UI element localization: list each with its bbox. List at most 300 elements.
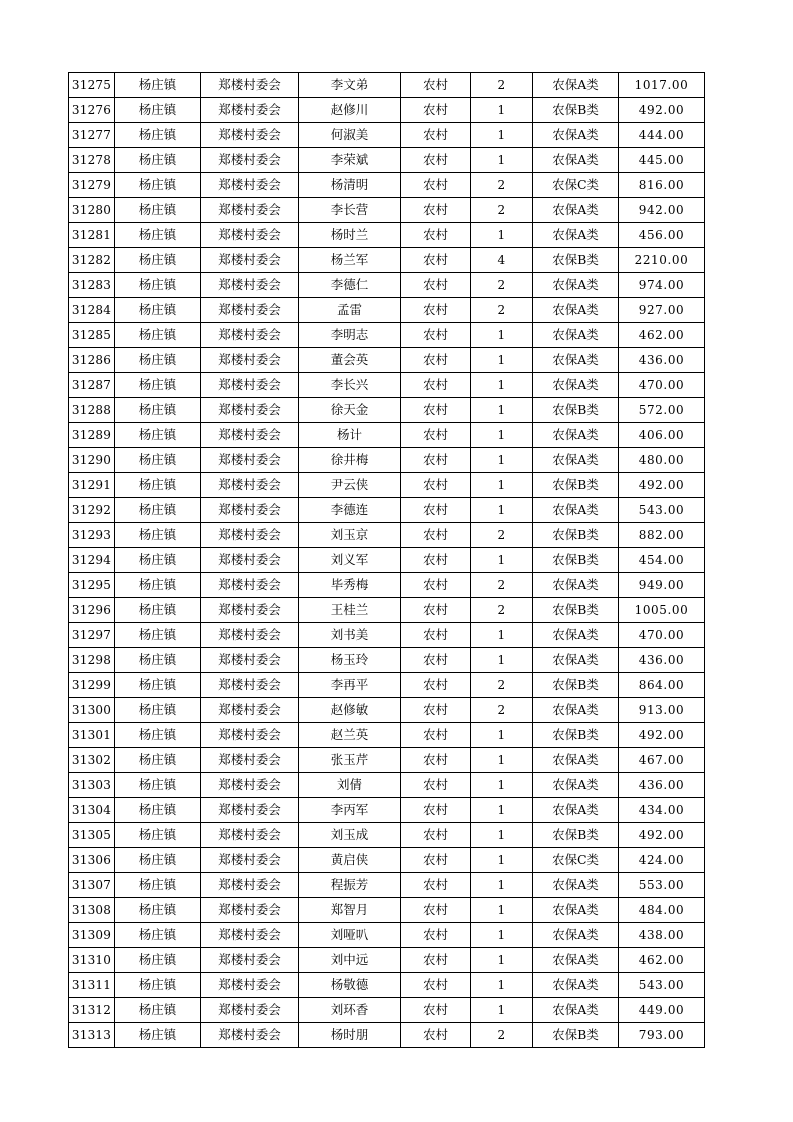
town-cell: 杨庄镇 <box>115 148 201 173</box>
household-size-cell: 2 <box>471 673 533 698</box>
record-id-cell: 31297 <box>69 623 115 648</box>
data-table <box>68 72 705 1048</box>
name-cell: 李文弟 <box>299 73 401 98</box>
amount-cell: 492.00 <box>619 823 705 848</box>
town-cell: 杨庄镇 <box>115 473 201 498</box>
record-id-cell: 31299 <box>69 673 115 698</box>
town-cell: 杨庄镇 <box>115 873 201 898</box>
table-row <box>69 498 705 523</box>
name-cell: 刘哑叭 <box>299 923 401 948</box>
town-cell: 杨庄镇 <box>115 798 201 823</box>
insurance-category-cell: 农保A类 <box>533 773 619 798</box>
record-id-cell: 31284 <box>69 298 115 323</box>
area-type-cell: 农村 <box>401 148 471 173</box>
table-row <box>69 273 705 298</box>
table-row <box>69 473 705 498</box>
town-cell: 杨庄镇 <box>115 98 201 123</box>
table-row <box>69 773 705 798</box>
village-committee-cell: 郑楼村委会 <box>201 623 299 648</box>
household-size-cell: 1 <box>471 773 533 798</box>
village-committee-cell: 郑楼村委会 <box>201 148 299 173</box>
town-cell: 杨庄镇 <box>115 173 201 198</box>
record-id-cell: 31308 <box>69 898 115 923</box>
name-cell: 孟雷 <box>299 298 401 323</box>
village-committee-cell: 郑楼村委会 <box>201 823 299 848</box>
name-cell: 杨敬德 <box>299 973 401 998</box>
table-row <box>69 998 705 1023</box>
amount-cell: 492.00 <box>619 98 705 123</box>
table-row <box>69 948 705 973</box>
name-cell: 李明志 <box>299 323 401 348</box>
insurance-category-cell: 农保C类 <box>533 173 619 198</box>
town-cell: 杨庄镇 <box>115 848 201 873</box>
insurance-category-cell: 农保A类 <box>533 273 619 298</box>
record-id-cell: 31307 <box>69 873 115 898</box>
name-cell: 王桂兰 <box>299 598 401 623</box>
household-size-cell: 1 <box>471 423 533 448</box>
village-committee-cell: 郑楼村委会 <box>201 523 299 548</box>
table-row <box>69 198 705 223</box>
village-committee-cell: 郑楼村委会 <box>201 473 299 498</box>
village-committee-cell: 郑楼村委会 <box>201 323 299 348</box>
household-size-cell: 1 <box>471 848 533 873</box>
household-size-cell: 1 <box>471 323 533 348</box>
household-size-cell: 2 <box>471 273 533 298</box>
record-id-cell: 31306 <box>69 848 115 873</box>
record-id-cell: 31310 <box>69 948 115 973</box>
village-committee-cell: 郑楼村委会 <box>201 748 299 773</box>
town-cell: 杨庄镇 <box>115 823 201 848</box>
table-row <box>69 673 705 698</box>
name-cell: 李再平 <box>299 673 401 698</box>
town-cell: 杨庄镇 <box>115 1023 201 1048</box>
amount-cell: 406.00 <box>619 423 705 448</box>
household-size-cell: 1 <box>471 348 533 373</box>
area-type-cell: 农村 <box>401 273 471 298</box>
village-committee-cell: 郑楼村委会 <box>201 898 299 923</box>
area-type-cell: 农村 <box>401 248 471 273</box>
village-committee-cell: 郑楼村委会 <box>201 273 299 298</box>
table-row <box>69 548 705 573</box>
area-type-cell: 农村 <box>401 498 471 523</box>
insurance-category-cell: 农保B类 <box>533 1023 619 1048</box>
area-type-cell: 农村 <box>401 123 471 148</box>
household-size-cell: 1 <box>471 223 533 248</box>
village-committee-cell: 郑楼村委会 <box>201 948 299 973</box>
insurance-category-cell: 农保B类 <box>533 398 619 423</box>
area-type-cell: 农村 <box>401 173 471 198</box>
amount-cell: 470.00 <box>619 373 705 398</box>
town-cell: 杨庄镇 <box>115 198 201 223</box>
area-type-cell: 农村 <box>401 323 471 348</box>
area-type-cell: 农村 <box>401 973 471 998</box>
village-committee-cell: 郑楼村委会 <box>201 98 299 123</box>
area-type-cell: 农村 <box>401 98 471 123</box>
town-cell: 杨庄镇 <box>115 548 201 573</box>
name-cell: 董会英 <box>299 348 401 373</box>
town-cell: 杨庄镇 <box>115 998 201 1023</box>
area-type-cell: 农村 <box>401 348 471 373</box>
amount-cell: 927.00 <box>619 298 705 323</box>
household-size-cell: 1 <box>471 873 533 898</box>
amount-cell: 484.00 <box>619 898 705 923</box>
town-cell: 杨庄镇 <box>115 623 201 648</box>
name-cell: 徐井梅 <box>299 448 401 473</box>
insurance-category-cell: 农保A类 <box>533 73 619 98</box>
record-id-cell: 31296 <box>69 598 115 623</box>
town-cell: 杨庄镇 <box>115 73 201 98</box>
name-cell: 杨兰军 <box>299 248 401 273</box>
amount-cell: 882.00 <box>619 523 705 548</box>
table-row <box>69 523 705 548</box>
amount-cell: 434.00 <box>619 798 705 823</box>
household-size-cell: 1 <box>471 923 533 948</box>
town-cell: 杨庄镇 <box>115 523 201 548</box>
name-cell: 刘中远 <box>299 948 401 973</box>
name-cell: 程振芳 <box>299 873 401 898</box>
record-id-cell: 31313 <box>69 1023 115 1048</box>
area-type-cell: 农村 <box>401 623 471 648</box>
village-committee-cell: 郑楼村委会 <box>201 1023 299 1048</box>
town-cell: 杨庄镇 <box>115 223 201 248</box>
amount-cell: 449.00 <box>619 998 705 1023</box>
record-id-cell: 31279 <box>69 173 115 198</box>
area-type-cell: 农村 <box>401 723 471 748</box>
town-cell: 杨庄镇 <box>115 423 201 448</box>
amount-cell: 462.00 <box>619 948 705 973</box>
household-size-cell: 1 <box>471 748 533 773</box>
table-body <box>69 73 705 1048</box>
insurance-category-cell: 农保A类 <box>533 998 619 1023</box>
table-row <box>69 98 705 123</box>
name-cell: 李荣斌 <box>299 148 401 173</box>
insurance-category-cell: 农保A类 <box>533 798 619 823</box>
name-cell: 郑智月 <box>299 898 401 923</box>
insurance-category-cell: 农保B类 <box>533 473 619 498</box>
amount-cell: 864.00 <box>619 673 705 698</box>
village-committee-cell: 郑楼村委会 <box>201 698 299 723</box>
town-cell: 杨庄镇 <box>115 598 201 623</box>
insurance-category-cell: 农保A类 <box>533 898 619 923</box>
village-committee-cell: 郑楼村委会 <box>201 548 299 573</box>
household-size-cell: 2 <box>471 598 533 623</box>
record-id-cell: 31287 <box>69 373 115 398</box>
table-row <box>69 298 705 323</box>
town-cell: 杨庄镇 <box>115 923 201 948</box>
insurance-category-cell: 农保A类 <box>533 498 619 523</box>
area-type-cell: 农村 <box>401 823 471 848</box>
table-row <box>69 123 705 148</box>
area-type-cell: 农村 <box>401 673 471 698</box>
record-id-cell: 31282 <box>69 248 115 273</box>
record-id-cell: 31304 <box>69 798 115 823</box>
town-cell: 杨庄镇 <box>115 648 201 673</box>
insurance-category-cell: 农保A类 <box>533 448 619 473</box>
village-committee-cell: 郑楼村委会 <box>201 448 299 473</box>
record-id-cell: 31278 <box>69 148 115 173</box>
household-size-cell: 1 <box>471 473 533 498</box>
town-cell: 杨庄镇 <box>115 698 201 723</box>
record-id-cell: 31301 <box>69 723 115 748</box>
table-row <box>69 173 705 198</box>
name-cell: 赵修敏 <box>299 698 401 723</box>
household-size-cell: 2 <box>471 1023 533 1048</box>
village-committee-cell: 郑楼村委会 <box>201 173 299 198</box>
village-committee-cell: 郑楼村委会 <box>201 873 299 898</box>
household-size-cell: 1 <box>471 723 533 748</box>
area-type-cell: 农村 <box>401 848 471 873</box>
table-row <box>69 373 705 398</box>
household-size-cell: 1 <box>471 448 533 473</box>
table-row <box>69 73 705 98</box>
name-cell: 毕秀梅 <box>299 573 401 598</box>
area-type-cell: 农村 <box>401 398 471 423</box>
area-type-cell: 农村 <box>401 923 471 948</box>
village-committee-cell: 郑楼村委会 <box>201 298 299 323</box>
town-cell: 杨庄镇 <box>115 498 201 523</box>
village-committee-cell: 郑楼村委会 <box>201 223 299 248</box>
amount-cell: 454.00 <box>619 548 705 573</box>
record-id-cell: 31294 <box>69 548 115 573</box>
record-id-cell: 31276 <box>69 98 115 123</box>
amount-cell: 492.00 <box>619 473 705 498</box>
town-cell: 杨庄镇 <box>115 973 201 998</box>
town-cell: 杨庄镇 <box>115 948 201 973</box>
village-committee-cell: 郑楼村委会 <box>201 648 299 673</box>
amount-cell: 942.00 <box>619 198 705 223</box>
household-size-cell: 2 <box>471 173 533 198</box>
household-size-cell: 1 <box>471 373 533 398</box>
name-cell: 李长营 <box>299 198 401 223</box>
table-row <box>69 323 705 348</box>
area-type-cell: 农村 <box>401 698 471 723</box>
table-row <box>69 598 705 623</box>
insurance-category-cell: 农保A类 <box>533 873 619 898</box>
record-id-cell: 31302 <box>69 748 115 773</box>
table-row <box>69 848 705 873</box>
insurance-category-cell: 农保B类 <box>533 673 619 698</box>
household-size-cell: 1 <box>471 548 533 573</box>
insurance-category-cell: 农保A类 <box>533 648 619 673</box>
insurance-category-cell: 农保B类 <box>533 523 619 548</box>
area-type-cell: 农村 <box>401 598 471 623</box>
area-type-cell: 农村 <box>401 573 471 598</box>
insurance-category-cell: 农保A类 <box>533 123 619 148</box>
area-type-cell: 农村 <box>401 648 471 673</box>
record-id-cell: 31295 <box>69 573 115 598</box>
amount-cell: 462.00 <box>619 323 705 348</box>
amount-cell: 436.00 <box>619 348 705 373</box>
name-cell: 杨清明 <box>299 173 401 198</box>
table-row <box>69 923 705 948</box>
table-row <box>69 898 705 923</box>
amount-cell: 436.00 <box>619 648 705 673</box>
name-cell: 刘环香 <box>299 998 401 1023</box>
household-size-cell: 1 <box>471 398 533 423</box>
name-cell: 刘倩 <box>299 773 401 798</box>
record-id-cell: 31281 <box>69 223 115 248</box>
area-type-cell: 农村 <box>401 748 471 773</box>
village-committee-cell: 郑楼村委会 <box>201 848 299 873</box>
record-id-cell: 31283 <box>69 273 115 298</box>
table-row <box>69 1023 705 1048</box>
name-cell: 张玉芹 <box>299 748 401 773</box>
insurance-category-cell: 农保B类 <box>533 598 619 623</box>
village-committee-cell: 郑楼村委会 <box>201 723 299 748</box>
amount-cell: 793.00 <box>619 1023 705 1048</box>
name-cell: 刘书美 <box>299 623 401 648</box>
amount-cell: 480.00 <box>619 448 705 473</box>
record-id-cell: 31305 <box>69 823 115 848</box>
area-type-cell: 农村 <box>401 948 471 973</box>
area-type-cell: 农村 <box>401 223 471 248</box>
name-cell: 杨时兰 <box>299 223 401 248</box>
record-id-cell: 31303 <box>69 773 115 798</box>
amount-cell: 467.00 <box>619 748 705 773</box>
name-cell: 刘玉成 <box>299 823 401 848</box>
insurance-category-cell: 农保B类 <box>533 248 619 273</box>
table-row <box>69 348 705 373</box>
name-cell: 赵修川 <box>299 98 401 123</box>
area-type-cell: 农村 <box>401 1023 471 1048</box>
table-row <box>69 648 705 673</box>
village-committee-cell: 郑楼村委会 <box>201 198 299 223</box>
table-row <box>69 823 705 848</box>
household-size-cell: 2 <box>471 298 533 323</box>
insurance-category-cell: 农保B类 <box>533 823 619 848</box>
amount-cell: 553.00 <box>619 873 705 898</box>
record-id-cell: 31300 <box>69 698 115 723</box>
household-size-cell: 1 <box>471 498 533 523</box>
town-cell: 杨庄镇 <box>115 673 201 698</box>
amount-cell: 1005.00 <box>619 598 705 623</box>
amount-cell: 438.00 <box>619 923 705 948</box>
name-cell: 李德连 <box>299 498 401 523</box>
household-size-cell: 2 <box>471 698 533 723</box>
name-cell: 徐天金 <box>299 398 401 423</box>
table-row <box>69 148 705 173</box>
record-id-cell: 31298 <box>69 648 115 673</box>
village-committee-cell: 郑楼村委会 <box>201 73 299 98</box>
amount-cell: 456.00 <box>619 223 705 248</box>
town-cell: 杨庄镇 <box>115 298 201 323</box>
insurance-category-cell: 农保A类 <box>533 623 619 648</box>
household-size-cell: 1 <box>471 623 533 648</box>
village-committee-cell: 郑楼村委会 <box>201 598 299 623</box>
household-size-cell: 2 <box>471 523 533 548</box>
name-cell: 黄启侠 <box>299 848 401 873</box>
household-size-cell: 1 <box>471 998 533 1023</box>
town-cell: 杨庄镇 <box>115 748 201 773</box>
town-cell: 杨庄镇 <box>115 323 201 348</box>
area-type-cell: 农村 <box>401 473 471 498</box>
amount-cell: 436.00 <box>619 773 705 798</box>
household-size-cell: 1 <box>471 98 533 123</box>
area-type-cell: 农村 <box>401 523 471 548</box>
insurance-category-cell: 农保C类 <box>533 848 619 873</box>
village-committee-cell: 郑楼村委会 <box>201 398 299 423</box>
table-row <box>69 623 705 648</box>
amount-cell: 543.00 <box>619 498 705 523</box>
insurance-category-cell: 农保A类 <box>533 148 619 173</box>
record-id-cell: 31291 <box>69 473 115 498</box>
village-committee-cell: 郑楼村委会 <box>201 373 299 398</box>
village-committee-cell: 郑楼村委会 <box>201 798 299 823</box>
amount-cell: 2210.00 <box>619 248 705 273</box>
household-size-cell: 1 <box>471 148 533 173</box>
insurance-category-cell: 农保B类 <box>533 98 619 123</box>
area-type-cell: 农村 <box>401 423 471 448</box>
town-cell: 杨庄镇 <box>115 273 201 298</box>
village-committee-cell: 郑楼村委会 <box>201 973 299 998</box>
insurance-category-cell: 农保A类 <box>533 923 619 948</box>
record-id-cell: 31309 <box>69 923 115 948</box>
village-committee-cell: 郑楼村委会 <box>201 923 299 948</box>
household-size-cell: 1 <box>471 123 533 148</box>
insurance-category-cell: 农保A类 <box>533 973 619 998</box>
area-type-cell: 农村 <box>401 198 471 223</box>
table-row <box>69 698 705 723</box>
record-id-cell: 31290 <box>69 448 115 473</box>
amount-cell: 913.00 <box>619 698 705 723</box>
household-size-cell: 1 <box>471 898 533 923</box>
amount-cell: 1017.00 <box>619 73 705 98</box>
area-type-cell: 农村 <box>401 448 471 473</box>
village-committee-cell: 郑楼村委会 <box>201 573 299 598</box>
town-cell: 杨庄镇 <box>115 373 201 398</box>
table-row <box>69 798 705 823</box>
household-size-cell: 2 <box>471 573 533 598</box>
amount-cell: 444.00 <box>619 123 705 148</box>
village-committee-cell: 郑楼村委会 <box>201 998 299 1023</box>
insurance-category-cell: 农保A类 <box>533 748 619 773</box>
household-size-cell: 2 <box>471 73 533 98</box>
town-cell: 杨庄镇 <box>115 348 201 373</box>
area-type-cell: 农村 <box>401 373 471 398</box>
insurance-category-cell: 农保A类 <box>533 423 619 448</box>
record-id-cell: 31289 <box>69 423 115 448</box>
amount-cell: 492.00 <box>619 723 705 748</box>
record-id-cell: 31292 <box>69 498 115 523</box>
household-size-cell: 2 <box>471 198 533 223</box>
record-id-cell: 31275 <box>69 73 115 98</box>
insurance-category-cell: 农保A类 <box>533 573 619 598</box>
amount-cell: 572.00 <box>619 398 705 423</box>
insurance-category-cell: 农保A类 <box>533 698 619 723</box>
amount-cell: 445.00 <box>619 148 705 173</box>
name-cell: 刘义军 <box>299 548 401 573</box>
household-size-cell: 4 <box>471 248 533 273</box>
record-id-cell: 31286 <box>69 348 115 373</box>
record-id-cell: 31285 <box>69 323 115 348</box>
insurance-category-cell: 农保B类 <box>533 548 619 573</box>
town-cell: 杨庄镇 <box>115 398 201 423</box>
table-row <box>69 973 705 998</box>
area-type-cell: 农村 <box>401 548 471 573</box>
record-id-cell: 31311 <box>69 973 115 998</box>
household-size-cell: 1 <box>471 973 533 998</box>
table-row <box>69 448 705 473</box>
town-cell: 杨庄镇 <box>115 573 201 598</box>
town-cell: 杨庄镇 <box>115 248 201 273</box>
village-committee-cell: 郑楼村委会 <box>201 498 299 523</box>
village-committee-cell: 郑楼村委会 <box>201 248 299 273</box>
area-type-cell: 农村 <box>401 298 471 323</box>
name-cell: 杨时朋 <box>299 1023 401 1048</box>
record-id-cell: 31288 <box>69 398 115 423</box>
table-row <box>69 573 705 598</box>
table-row <box>69 423 705 448</box>
